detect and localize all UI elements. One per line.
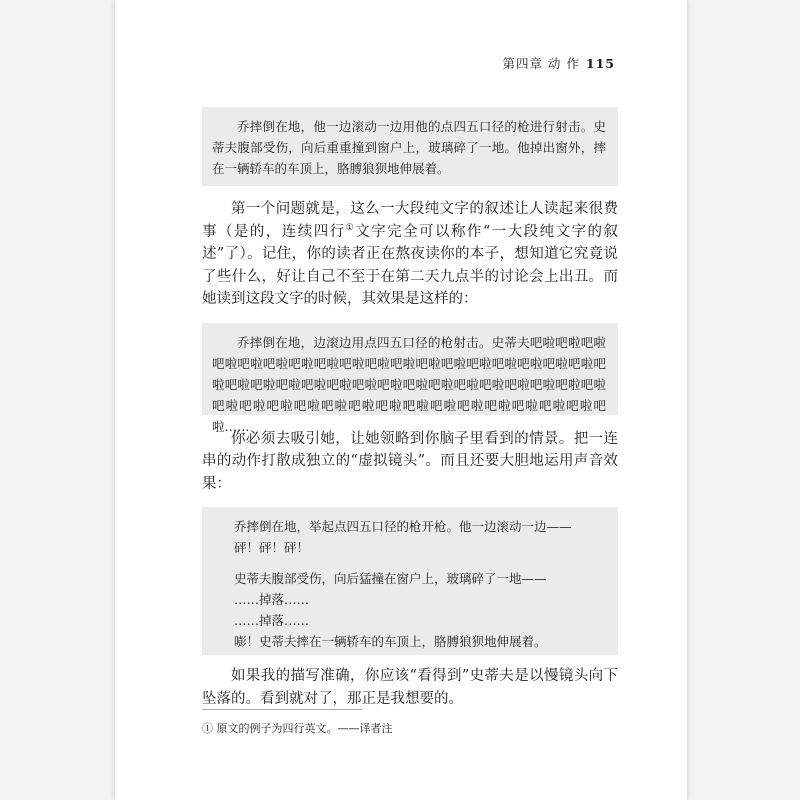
example-2-text: 乔摔倒在地，边滚边用点四五口径的枪射击。史蒂夫吧啦吧啦吧啦吧啦吧啦吧啦吧啦吧啦吧啦吧啦吧啦吧啦吧啦吧啦吧啦吧啦吧啦吧啦吧啦吧啦吧啦吧啦吧啦吧啦吧啦吧啦吧啦吧啦吧啦吧啦吧啦吧啦吧啦吧啦吧啦吧啦吧啦吧啦吧啦吧啦吧啦吧啦吧啦吧啦吧啦吧啦吧啦吧啦吧啦…… bbox=[212, 334, 606, 434]
example-block-2 bbox=[202, 323, 618, 434]
example-block-1 bbox=[202, 107, 618, 186]
chapter-title: 第四章 动 作 bbox=[502, 56, 580, 71]
footnote: ① 原文的例子为四行英文。——译者注 bbox=[202, 722, 393, 735]
example-3-line-2: 砰！砰！砰！ bbox=[234, 540, 310, 555]
running-header bbox=[502, 54, 615, 72]
page-content bbox=[202, 107, 618, 710]
paragraph-2: 你必须去吸引她，让她领略到你脑子里看到的情景。把一连串的动作打散成独立的“虚拟镜头”。而且还要大胆地运用声音效果： bbox=[202, 430, 618, 492]
example-1-text: 乔摔倒在地，他一边滚动一边用他的点四五口径的枪进行射击。史蒂夫腹部受伤，向后重重撞到窗户上，玻璃碎了一地。他掉出窗外，摔在一辆轿车的车顶上，胳膊狼狈地伸展着。 bbox=[212, 119, 606, 176]
example-3-line-4: ……掉落…… bbox=[234, 592, 310, 607]
example-block-3 bbox=[202, 507, 618, 655]
example-3-line-3: 史蒂夫腹部受伤，向后猛撞在窗户上，玻璃碎了一地—— bbox=[234, 571, 547, 586]
paragraph-3: 如果我的描写准确，你应该“看得到”史蒂夫是以慢镜头向下坠落的。看到就对了，那正是我想要的。 bbox=[202, 668, 618, 707]
footnote-marker[interactable]: ① bbox=[345, 222, 356, 233]
paragraph-1-text-a: 第一个问题就是，这么一大段纯文字的叙述让人读起来很费事（是的，连续四行 bbox=[202, 201, 618, 240]
page-number: 115 bbox=[585, 56, 615, 71]
example-3-line-6: 嘭！史蒂夫摔在一辆轿车的车顶上，胳膊狼狈地伸展着。 bbox=[234, 634, 547, 649]
footnote-divider bbox=[202, 709, 362, 710]
book-page bbox=[115, 0, 687, 800]
paragraph-1-text-b: 文字完全可以称作“一大段纯文字的叙述”了）。记住，你的读者正在熬夜读你的本子，想知道它究竟说了些什么，好让自己不至于在第二天九点半的讨论会上出丑。而她读到这段文字的时候，其效果是这样的： bbox=[202, 223, 618, 307]
example-3-line-5: ……掉落…… bbox=[234, 613, 310, 628]
paragraph-1 bbox=[202, 198, 618, 311]
example-3-line-1: 乔摔倒在地，举起点四五口径的枪开枪。他一边滚动一边—— bbox=[234, 519, 572, 534]
